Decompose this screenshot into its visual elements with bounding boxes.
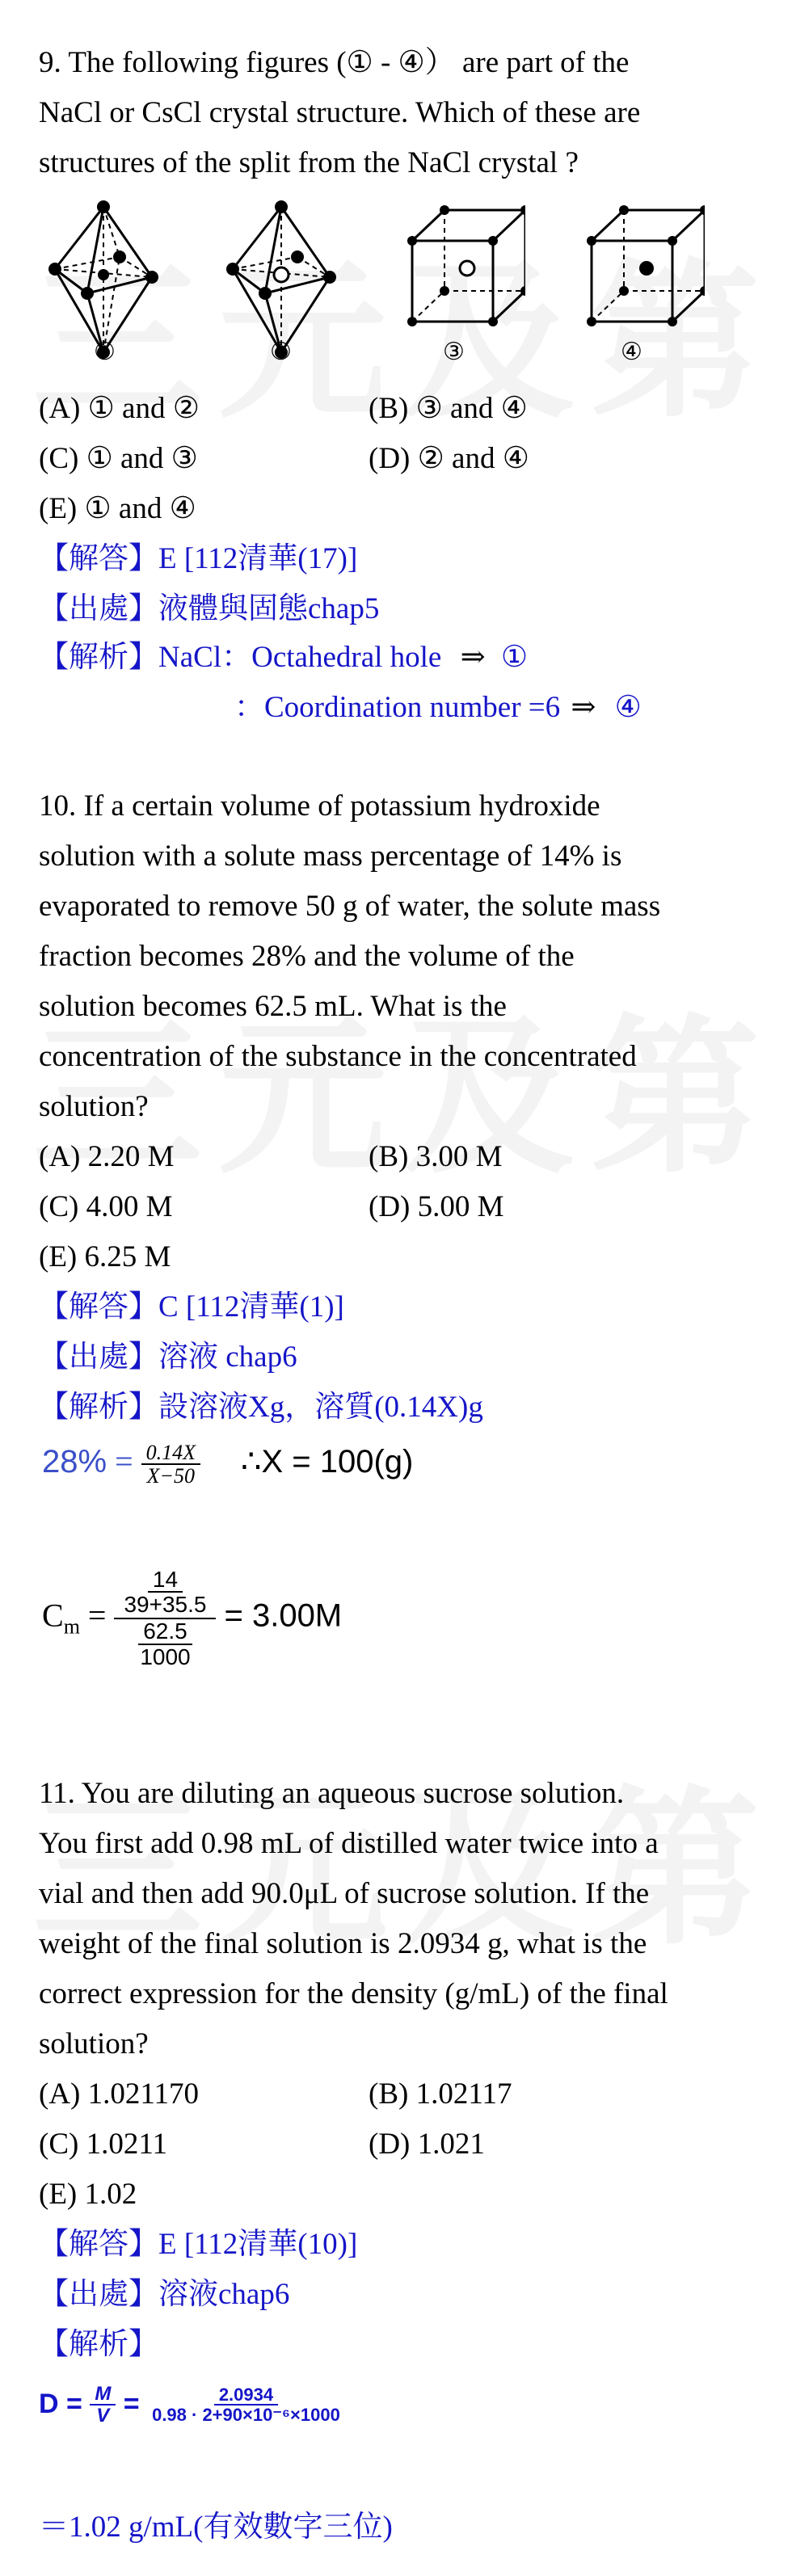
q9-analysis-result: ④ bbox=[614, 691, 642, 724]
q10-stem-line: fraction becomes 28% and the volume of the bbox=[39, 940, 575, 973]
q10-answer: 【解答】C [112清華(1)] bbox=[39, 1290, 344, 1324]
q9-option-e: (E) ① and ④ bbox=[39, 492, 196, 525]
q11-stem-line: 11. You are diluting an aqueous sucrose solution. bbox=[39, 1777, 625, 1810]
q10-option-c: (C) 4.00 M bbox=[39, 1190, 173, 1223]
eq2-numerator bbox=[114, 1568, 216, 1619]
q9-analysis-line-1 bbox=[39, 642, 528, 674]
eq2-fraction bbox=[114, 1568, 216, 1669]
eq2-inner-fraction-bottom bbox=[135, 1619, 195, 1669]
q10-analysis: 【解析】設溶液Xg，溶質(0.14X)g bbox=[39, 1391, 483, 1424]
q10-stem-line: solution? bbox=[39, 1090, 149, 1123]
q10-source: 【出處】溶液 chap6 bbox=[39, 1341, 297, 1374]
eq2-num-den: 39+35.5 bbox=[124, 1592, 207, 1618]
q11-source: 【出處】溶液chap6 bbox=[39, 2278, 290, 2311]
eq2-den-num: 62.5 bbox=[138, 1619, 192, 1644]
q11-option-e: (E) 1.02 bbox=[39, 2178, 137, 2211]
eq2-den-den: 1000 bbox=[140, 1644, 191, 1669]
q10-option-a: (A) 2.20 M bbox=[39, 1140, 175, 1173]
q11-stem-line: correct expression for the density (g/mL) of the final bbox=[39, 1977, 668, 2010]
q11-stem-line: solution? bbox=[39, 2027, 149, 2060]
eq-volume: V bbox=[96, 2405, 110, 2427]
q10-option-b: (B) 3.00 M bbox=[369, 1140, 503, 1173]
q11-stem-line: You first add 0.98 mL of distilled water twice into a bbox=[39, 1827, 659, 1860]
q11-option-d: (D) 1.021 bbox=[369, 2128, 485, 2161]
q10-stem-line: evaporated to remove 50 g of water, the solute mass bbox=[39, 890, 661, 923]
q11-stem-line: vial and then add 90.0μL of sucrose solution. If the bbox=[39, 1877, 650, 1910]
q9-stem-line: structures of the split from the NaCl crystal ? bbox=[39, 146, 579, 179]
q10-stem-line: 10. If a certain volume of potassium hydroxide bbox=[39, 789, 600, 823]
q11-analysis: 【解析】 bbox=[39, 2328, 158, 2361]
eq2-denominator bbox=[130, 1619, 200, 1669]
q11-option-b: (B) 1.02117 bbox=[369, 2077, 512, 2111]
q9-stem-line: NaCl or CsCl crystal structure. Which of these are bbox=[39, 96, 641, 129]
figure-label-4: ④ bbox=[621, 339, 642, 365]
eq2-equals: = bbox=[87, 1597, 107, 1634]
q9-stem-line: 9. The following figures (① - ④） are part of the bbox=[39, 46, 630, 79]
figure-label-3: ③ bbox=[443, 339, 465, 365]
q10-option-e: (E) 6.25 M bbox=[39, 1240, 171, 1273]
eq-mass: M bbox=[90, 2384, 116, 2406]
eq1-equals: = bbox=[115, 1443, 133, 1480]
eq-numerator: 2.0934 bbox=[214, 2385, 278, 2406]
q10-stem-line: concentration of the substance in the concentrated bbox=[39, 1040, 637, 1073]
eq-denominator: 0.98 · 2+90×10⁻⁶×1000 bbox=[152, 2405, 340, 2426]
eq-lhs: D = bbox=[39, 2388, 82, 2419]
eq1-lhs: 28% bbox=[42, 1444, 107, 1480]
q9-option-c: (C) ① and ③ bbox=[39, 442, 198, 475]
q11-option-a: (A) 1.021170 bbox=[39, 2077, 199, 2111]
eq1-fraction bbox=[141, 1442, 200, 1488]
q11-stem-line: weight of the final solution is 2.0934 g, what is the bbox=[39, 1927, 647, 1960]
q11-answer: 【解答】E [112清華(10)] bbox=[39, 2228, 358, 2261]
eq2-num-num: 14 bbox=[148, 1568, 183, 1593]
eq-equals: = bbox=[123, 2388, 140, 2419]
q9-option-b: (B) ③ and ④ bbox=[369, 392, 528, 425]
eq2-result: = 3.00M bbox=[224, 1597, 343, 1634]
q9-source: 【出處】液體與固態chap5 bbox=[39, 592, 380, 625]
eq2-lhs: C bbox=[42, 1597, 64, 1634]
q10-option-d: (D) 5.00 M bbox=[369, 1190, 504, 1223]
q10-stem-line: solution with a solute mass percentage of 14% is bbox=[39, 840, 622, 873]
arrow-icon: ⇒ bbox=[460, 641, 486, 674]
eq1-result: ∴X = 100(g) bbox=[241, 1444, 414, 1480]
q11-equation bbox=[39, 2384, 345, 2427]
q9-option-d: (D) ② and ④ bbox=[369, 442, 529, 475]
q11-option-c: (C) 1.0211 bbox=[39, 2128, 167, 2161]
q10-equation-1 bbox=[42, 1442, 413, 1488]
eq2-inner-fraction-top bbox=[119, 1568, 211, 1618]
eq1-denominator: X−50 bbox=[146, 1464, 196, 1488]
eq-value-fraction bbox=[147, 2385, 345, 2425]
figure-label-1: ① bbox=[94, 339, 116, 365]
arrow-icon: ⇒ bbox=[571, 691, 596, 724]
q10-stem-line: solution becomes 62.5 mL. What is the bbox=[39, 990, 507, 1023]
eq2-subscript: m bbox=[63, 1614, 80, 1639]
figure-label-2: ② bbox=[270, 339, 292, 365]
eq-mv-fraction bbox=[90, 2384, 116, 2427]
q9-analysis-text: 【解析】NaCl：Octahedral hole bbox=[39, 641, 442, 674]
q9-answer: 【解答】E [112清華(17)] bbox=[39, 542, 358, 575]
q9-analysis-result: ① bbox=[500, 641, 529, 674]
eq1-numerator: 0.14X bbox=[141, 1442, 200, 1465]
q9-analysis-text: ：Coordination number =6 bbox=[234, 691, 561, 724]
q9-option-a: (A) ① and ② bbox=[39, 392, 200, 425]
q11-final-answer: ＝1.02 g/mL(有效數字三位) bbox=[39, 2511, 393, 2544]
q10-equation-2 bbox=[42, 1568, 342, 1669]
q9-analysis-line-2 bbox=[234, 692, 642, 724]
